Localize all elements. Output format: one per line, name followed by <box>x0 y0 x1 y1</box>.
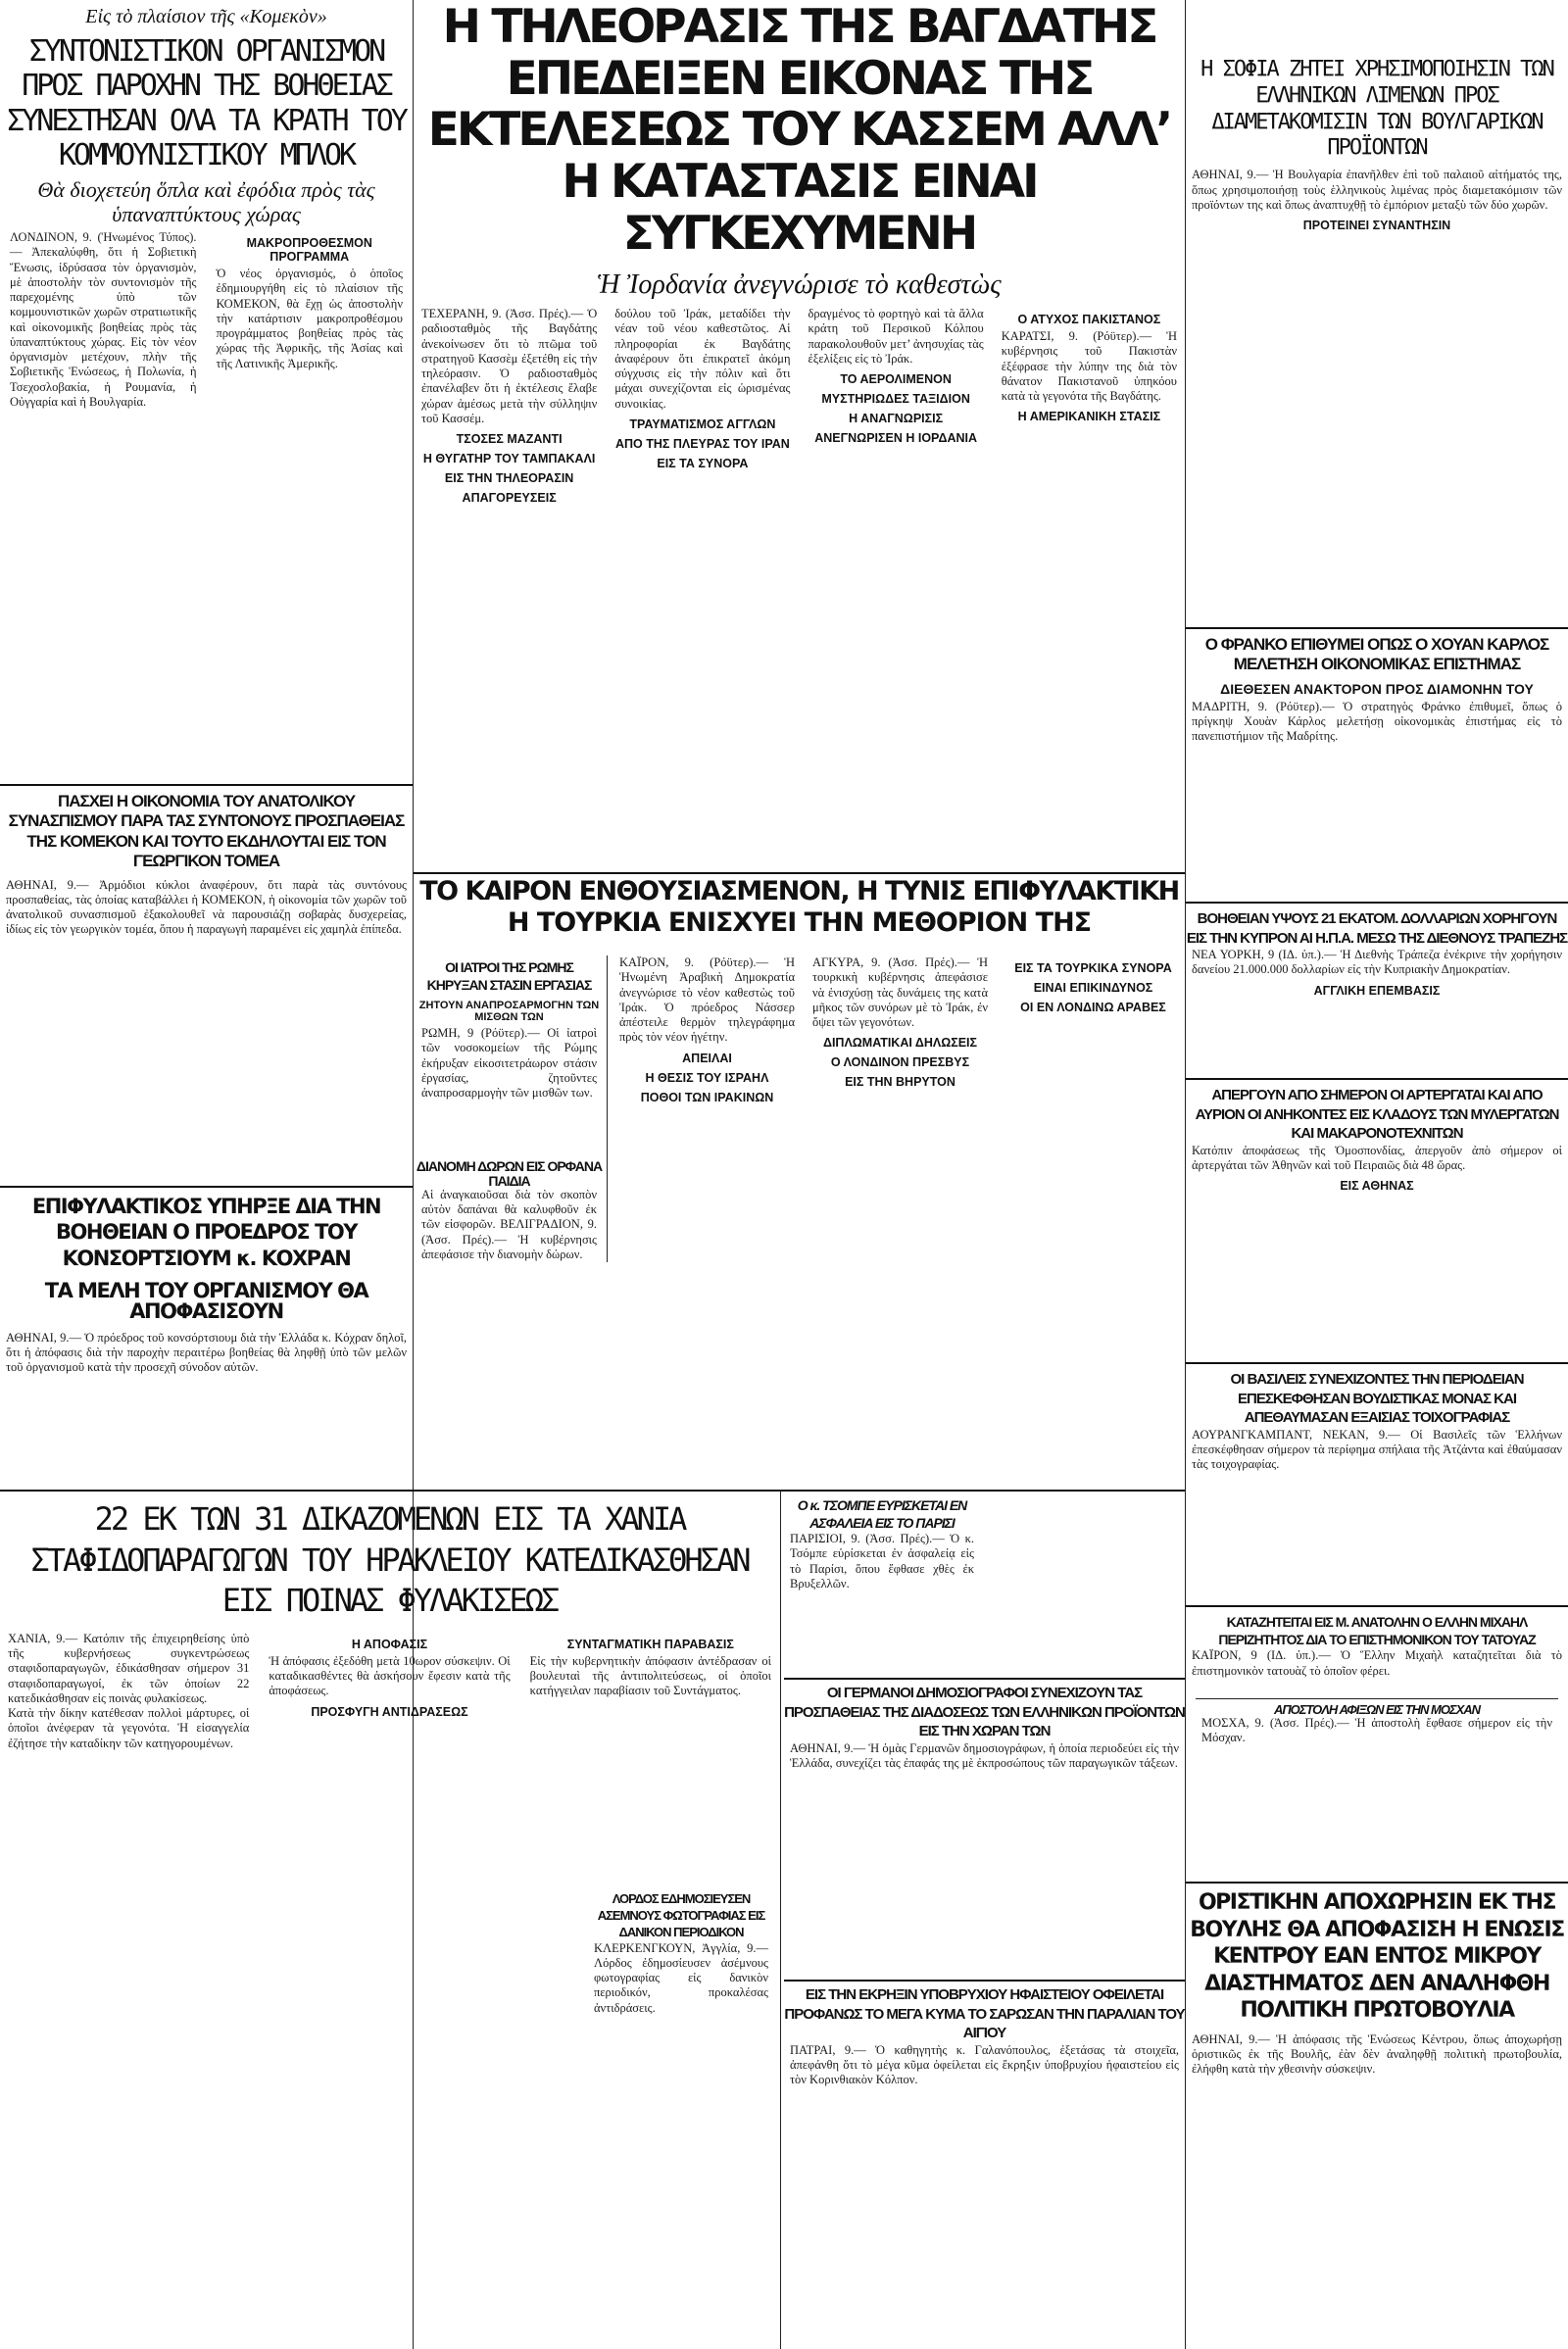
article-body: ΚΛΕΡΚΕΝΓΚΟΥΝ, Ἀγγλία, 9.— Λόρδος ἐδημοσίευσεν ἀσέμνους φωτογραφίας εἰς δανικὸν περιοδικόν, προκαλέσας ἀντιδράσεις. <box>594 1940 768 2015</box>
headline-eastern-economy: ΠΑΣΧΕΙ Η ΟΙΚΟΝΟΜΙΑ ΤΟΥ ΑΝΑΤΟΛΙΚΟΥ ΣΥΝΑΣΠΙΣΜΟΥ ΠΑΡΑ ΤΑΣ ΣΥΝΤΟΝΟΥΣ ΠΡΟΣΠΑΘΕΙΑΣ ΤΗΣ ΚΟΜΕΚΟΝ ΚΑΙ ΤΟΥΤΟ ΕΚΔΗΛΟΥΤΑΙ ΕΙΣ ΤΟΝ ΓΕΩΡΓΙΚΟΝ ΤΟΜΕΑ <box>8 792 405 871</box>
headline-cochran: ΕΠΙΦΥΛΑΚΤΙΚΟΣ ΥΠΗΡΞΕ ΔΙΑ ΤΗΝ ΒΟΗΘΕΙΑΝ Ο ΠΡΟΕΔΡΟΣ ΤΟΥ ΚΟΝΣΟΡΤΣΙΟΥΜ κ. ΚΟΧΡΑΝ <box>31 1195 381 1270</box>
article-body: Εἰς τὴν κυβερνητικὴν ἀπόφασιν ἀντέδρασαν οἱ βουλευταὶ τῆς ἀντιπολιτεύσεως, οἱ ὁποῖοι κατήγγειλαν παραβίασιν τοῦ Συντάγματος. <box>529 1653 771 1698</box>
headline-franco: Ο ΦΡΑΝΚΟ ΕΠΙΘΥΜΕΙ ΟΠΩΣ Ο ΧΟΥΑΝ ΚΑΡΛΟΣ ΜΕΛΕΤΗΣΗ ΟΙΚΟΝΟΜΙΚΑΣ ΕΠΙΣΤΗΜΑΣ <box>1204 635 1549 674</box>
article-body: ΧΑΝΙΑ, 9.— Κατόπιν τῆς ἐπιχειρηθείσης ὑπὸ τῆς κυβερνήσεως συγκεντρώσεως σταφιδοπαραγωγῶν, ἐδικάσθησαν σήμερον 31 σταφιδοπαραγωγοί, ἐκ τῶν ὁποίων 22 κατεδικάσθησαν εἰς ποινὰς φυλακίσεως. <box>8 1631 250 1705</box>
article-body: δραγμένος τὸ φορτηγὸ καὶ τὰ ἄλλα κράτη τοῦ Περσικοῦ Κόλπου παρακολουθοῦν μετ’ ἀνησυχίας τὰς ἐξελίξεις εἰς τὸ Ἰράκ. <box>808 307 984 366</box>
article-body: ΑΓΚΥΡΑ, 9. (Ἀσσ. Πρές).— Ἡ τουρκικὴ κυβέρνησις ἀπεφάσισε νὰ ἐνισχύσῃ τὰς δυνάμεις της κατὰ μῆκος τῶν συνόρων μὲ τὸ Ἰράκ, ἐν ὄψει τῶν γεγονότων. <box>812 955 988 1029</box>
box-headline-gifts: ΔΙΑΝΟΜΗ ΔΩΡΩΝ ΕΙΣ ΟΡΦΑΝΑ ΠΑΙΔΙΑ <box>416 1158 603 1189</box>
section-heading: Η ΑΝΑΓΝΩΡΙΣΙΣ <box>849 412 944 426</box>
headline-volcano-wave: ΕΙΣ ΤΗΝ ΕΚΡΗΞΙΝ ΥΠΟΒΡΥΧΙΟΥ ΗΦΑΙΣΤΕΙΟΥ ΟΦΕΙΛΕΤΑΙ ΠΡΟΦΑΝΩΣ ΤΟ ΜΕΓΑ ΚΥΜΑ ΤΟ ΣΑΡΩΣΑΝ ΤΗΝ ΠΑΡΑΛΙΑΝ ΤΟΥ ΑΙΓΙΟΥ <box>784 1986 1185 2041</box>
article-body: ΠΑΡΙΣΙΟΙ, 9. (Ἀσσ. Πρές).— Ὁ κ. Τσόμπε εὑρίσκεται ἐν ἀσφαλείᾳ εἰς τὸ Παρίσι, ὅπου ἔφθασε χθὲς ἐκ Βρυξελλῶν. <box>790 1532 974 1590</box>
subheadline-palace: ΔΙΕΘΕΣΕΝ ΑΝΑΚΤΟΡΟΝ ΠΡΟΣ ΔΙΑΜΟΝΗΝ ΤΟΥ <box>1220 680 1534 697</box>
section-heading: Η ΑΜΕΡΙΚΑΝΙΚΗ ΣΤΑΣΙΣ <box>1017 410 1161 424</box>
box-subheadline: ΖΗΤΟΥΝ ΑΝΑΠΡΟΣΑΡΜΟΓΗΝ ΤΩΝ ΜΙΣΘΩΝ ΤΩΝ <box>418 1000 600 1023</box>
article-body: ΑΘΗΝΑΙ, 9.— Ἡ Βουλγαρία ἐπανῆλθεν ἐπὶ τοῦ παλαιοῦ αἰτήματός της, ὅπως χρησιμοποιήσῃ τοὺς ἑλληνικοὺς λιμένας πρὸς διαμετακόμισιν τῶν προϊόντων της καὶ ὅπως ἀναπτυχθῇ τὸ ἐμπόριον μεταξὺ τῶν δύο χωρῶν. <box>1192 168 1562 212</box>
section-heading: ΑΓΓΛΙΚΗ ΕΠΕΜΒΑΣΙΣ <box>1313 983 1441 998</box>
article-body: ΛΟΝΔΙΝΟΝ, 9. (Ἡνωμένος Τύπος).— Ἀπεκαλύφθη, ὅτι ἡ Σοβιετικὴ Ἕνωσις, ἰδρύσασα τὸν ὀργανισμὸν, μὲ ἀποστολὴν τὸν συντονισμὸν τῆς παρεχομένης ὑπὸ τῶν κομμουνιστικῶν χωρῶν στρατιωτικῆς καὶ οἰκονομικῆς βοηθείας πρὸς τὰς ὑπαναπτύκτους χώρας. Εἰς τὸν νέον ὀργανισμὸν μετέχουν, πλὴν τῆς Σοβιετικῆς Ἑνώσεως, ἡ Πολωνία, ἡ Τσεχοσλοβακία, ἡ Ρουμανία, ἡ Οὐγγαρία καὶ ἡ Βουλγαρία. <box>10 230 197 409</box>
section-heading: ΤΡΑΥΜΑΤΙΣΜΟΣ ΑΓΓΛΩΝ <box>629 416 776 431</box>
section-heading: ΕΙΣ ΤΗΝ ΤΗΛΕΟΡΑΣΙΝ <box>444 471 574 486</box>
article-body: Ὁ νέος ὀργανισμός, ὁ ὁποῖος ἐδημιουργήθη εἰς τὸ πλαίσιον τῆς ΚΟΜΕΚΟΝ, θὰ ἔχῃ ὡς ἀποστολὴν τὴν κατάρτισιν μακροπροθέσμου προγράμματος βοηθείας πρὸς τὰς χώρας τῆς Ἀφρικῆς, τῆς Ἀσίας καὶ τῆς Λατινικῆς Ἀμερικῆς. <box>216 267 403 370</box>
kicker: Εἰς τὸ πλαίσιον τῆς «Κομεκὸν» <box>85 6 327 27</box>
article-body: δούλου τοῦ Ἰράκ, μεταδίδει τὴν νέαν τοῦ νέου καθεστῶτος. Αἱ πληροφορίαι ἐκ Βαγδάτης ἀναφέρουν ὅτι ἐπικρατεῖ ἀκόμη σύγχυσις εἰς τὴν πόλιν καὶ ὅτι μάχαι συνεχίζονται εἰς ὡρισμένας συνοικίας. <box>614 307 791 411</box>
section-heading: ΠΡΟΣΦΥΓΗ ΑΝΤΙΔΡΑΣΕΩΣ <box>311 1704 468 1719</box>
headline-royals-tour: ΟΙ ΒΑΣΙΛΕΙΣ ΣΥΝΕΧΙΖΟΝΤΕΣ ΤΗΝ ΠΕΡΙΟΔΕΙΑΝ ΕΠΕΣΚΕΦΘΗΣΑΝ ΒΟΥΔΙΣΤΙΚΑΣ ΜΟΝΑΣ ΚΑΙ ΑΠΕΘΑΥΜΑΣΑΝ ΕΞΑΙΣΙΑΣ ΤΟΙΧΟΓΡΑΦΙΑΣ <box>1230 1371 1524 1426</box>
box-headline-moscow: ΑΠΟΣΤΟΛΗ ΑΦΙΞΩΝ ΕΙΣ ΤΗΝ ΜΟΣΧΑΝ <box>1273 1701 1481 1717</box>
section-heading: ΕΙΣ ΤΑ ΤΟΥΡΚΙΚΑ ΣΥΝΟΡΑ <box>1014 961 1172 975</box>
section-heading: ΔΙΠΛΩΜΑΤΙΚΑΙ ΔΗΛΩΣΕΙΣ <box>822 1036 978 1051</box>
article-body: ΑΘΗΝΑΙ, 9.— Ἡ ἀπόφασις τῆς Ἑνώσεως Κέντρου, ὅπως ἀποχωρήσῃ ὁριστικῶς ἐκ τῆς Βουλῆς, ἐὰν δὲν ἀναληφθῇ πολιτικὴ πρωτοβουλία, ἐλήφθη κατὰ τὴν χθεσινὴν σύσκεψιν. <box>1192 2031 1562 2076</box>
box-headline-rome-doctors: ΟΙ ΙΑΤΡΟΙ ΤΗΣ ΡΩΜΗΣ ΚΗΡΥΞΑΝ ΣΤΑΣΙΝ ΕΡΓΑΣΙΑΣ <box>426 959 592 993</box>
article-body: Ἡ ἀπόφασις ἐξεδόθη μετὰ 10ωρον σύσκεψιν. Οἱ καταδικασθέντες θὰ ἀσκήσουν ἔφεσιν κατὰ τῆς ἀποφάσεως. <box>269 1653 511 1698</box>
headline-tattoo: ΚΑΤΑΖΗΤΕΙΤΑΙ ΕΙΣ Μ. ΑΝΑΤΟΛΗΝ Ο ΕΛΛΗΝ ΜΙΧΑΗΛ ΠΕΡΙΖΗΤΗΤΟΣ ΔΙΑ ΤΟ ΕΠΙΣΤΗΜΟΝΙΚΟΝ ΤΟΥ ΤΑΤΟΥΑΖ <box>1218 1614 1536 1648</box>
section-heading: Ο ΑΤΥΧΟΣ ΠΑΚΙΣΤΑΝΟΣ <box>1017 313 1161 327</box>
section-heading: Η ΘΕΣΙΣ ΤΟΥ ΙΣΡΑΗΛ <box>645 1070 769 1085</box>
right-column <box>1186 0 1568 2349</box>
section-heading: ΣΥΝΤΑΓΜΑΤΙΚΗ ΠΑΡΑΒΑΣΙΣ <box>566 1637 734 1651</box>
box-headline-tshombe: Ο κ. ΤΣΟΜΠΕ ΕΥΡΙΣΚΕΤΑΙ ΕΝ ΑΣΦΑΛΕΙΑ ΕΙΣ ΤΟ ΠΑΡΙΣΙ <box>797 1497 967 1531</box>
section-heading: ΑΠΕΙΛΑΙ <box>682 1051 732 1065</box>
headline-chania-trial: 22 ΕΚ ΤΩΝ 31 ΔΙΚΑΖΟΜΕΝΩΝ ΕΙΣ ΤΑ ΧΑΝΙΑ ΣΤΑΦΙΔΟΠΑΡΑΓΩΓΩΝ ΤΟΥ ΗΡΑΚΛΕΙΟΥ ΚΑΤΕΔΙΚΑΣΘΗΣΑΝ ΕΙΣ ΠΟΙΝΑΣ ΦΥΛΑΚΙΣΕΩΣ <box>30 1500 749 1620</box>
article-body: ΠΑΤΡΑΙ, 9.— Ὁ καθηγητὴς κ. Γαλανόπουλος, ἐξετάσας τὰ στοιχεῖα, ἀπεφάνθη ὅτι τὸ μέγα κῦμα ὀφείλεται εἰς ἔκρηξιν ὑποβρυχίου ἡφαιστείου εἰς τὸν Κορινθιακὸν Κόλπον. <box>790 2042 1179 2086</box>
box-headline-lord-photos: ΛΟΡΔΟΣ ΕΔΗΜΟΣΙΕΥΣΕΝ ΑΣΕΜΝΟΥΣ ΦΩΤΟΓΡΑΦΙΑΣ ΕΙΣ ΔΑΝΙΚΟΝ ΠΕΡΙΟΔΙΚΟΝ <box>597 1891 765 1939</box>
headline-cairo-tunis: ΤΟ ΚΑΙΡΟΝ ΕΝΘΟΥΣΙΑΣΜΕΝΟΝ, Η ΤΥΝΙΣ ΕΠΙΦΥΛΑΚΤΙΚΗ <box>419 876 1179 906</box>
headline-cyprus-aid: ΒΟΗΘΕΙΑΝ ΥΨΟΥΣ 21 ΕΚΑΤΟΜ. ΔΟΛΛΑΡΙΩΝ ΧΟΡΗΓΟΥΝ ΕΙΣ ΤΗΝ ΚΥΠΡΟΝ ΑΙ Η.Π.Α. ΜΕΣΩ ΤΗΣ ΔΙΕΘΝΟΥΣ ΤΡΑΠΕΖΗΣ <box>1186 910 1568 947</box>
headline-german-journalists: ΟΙ ΓΕΡΜΑΝΟΙ ΔΗΜΟΣΙΟΓΡΑΦΟΙ ΣΥΝΕΧΙΖΟΥΝ ΤΑΣ ΠΡΟΣΠΑΘΕΙΑΣ ΤΗΣ ΔΙΑΔΟΣΕΩΣ ΤΩΝ ΕΛΛΗΝΙΚΩΝ ΠΡΟΪΟΝΤΩΝ ΕΙΣ ΤΗΝ ΧΩΡΑΝ ΤΩΝ <box>784 1685 1185 1739</box>
article-body: Κατόπιν ἀποφάσεως τῆς Ὁμοσπονδίας, ἀπεργοῦν ἀπὸ σήμερον οἱ ἀρτεργάται τῶν Ἀθηνῶν καὶ τοῦ Πειραιῶς διὰ 48 ὥρας. <box>1192 1143 1562 1172</box>
article-body: Αἱ ἀναγκαιοῦσαι διὰ τὸν σκοπὸν αὐτὸν δαπάναι θὰ καλυφθοῦν ἐκ τῶν εἰσφορῶν. ΒΕΛΙΓΡΑΔΙΟΝ, 9. (Ἀσσ. Πρές).— Ἡ κυβέρνησις ἀπεφάσισε τὴν διανομὴν δώρων. <box>421 1187 597 1261</box>
section-heading: ΕΙΣ ΤΑ ΣΥΝΟΡΑ <box>657 456 749 470</box>
article-body: ΝΕΑ ΥΟΡΚΗ, 9 (ΙΔ. ὑπ.).— Ἡ Διεθνὴς Τράπεζα ἐνέκρινε τὴν χορήγησιν δανείου 21.000.000 δολλαρίων εἰς τὴν Κυπριακὴν Δημοκρατίαν. <box>1192 948 1562 977</box>
section-heading: ΕΙΣ ΤΗΝ ΒΗΡΥΤΟΝ <box>845 1075 956 1090</box>
left-column <box>0 0 413 2349</box>
subheadline-jordan: Ἡ Ἰορδανία ἀνεγνώρισε τὸ καθεστὼς <box>597 269 1002 301</box>
headline-members-decide: ΤΑ ΜΕΛΗ ΤΟΥ ΟΡΓΑΝΙΣΜΟΥ ΘΑ ΑΠΟΦΑΣΙΣΟΥΝ <box>44 1278 368 1324</box>
article-body: ΜΑΔΡΙΤΗ, 9. (Ρόϋτερ).— Ὁ στρατηγὸς Φράνκο ἐπιθυμεῖ, ὅπως ὁ πρίγκηψ Χουὰν Κάρλος μελετήσῃ οἰκονομικὰς ἐπιστήμας εἰς τὸ πανεπιστήμιον τῆς Μαδρίτης. <box>1192 699 1562 744</box>
section-heading: ΤΟ ΑΕΡΟΛΙΜΕΝΟΝ <box>840 372 952 387</box>
section-heading: ΜΥΣΤΗΡΙΩΔΕΣ ΤΑΞΙΔΙΟΝ <box>821 392 970 407</box>
bottom-center-articles <box>784 1497 1181 1591</box>
headline-turkey-border: Η ΤΟΥΡΚΙΑ ΕΝΙΣΧΥΕΙ ΤΗΝ ΜΕΘΟΡΙΟΝ ΤΗΣ <box>507 906 1092 938</box>
section-heading: ΑΝΕΓΝΩΡΙΣΕΝ Η ΙΟΡΔΑΝΙΑ <box>814 431 977 446</box>
section-heading: ΟΙ ΕΝ ΛΟΝΔΙΝΩ ΑΡΑΒΕΣ <box>1020 1001 1166 1014</box>
column-rule <box>780 1490 781 2349</box>
headline-center-union: ΟΡΙΣΤΙΚΗΝ ΑΠΟΧΩΡΗΣΙΝ ΕΚ ΤΗΣ ΒΟΥΛΗΣ ΘΑ ΑΠΟΦΑΣΙΣΗ Η ΕΝΩΣΙΣ ΚΕΝΤΡΟΥ ΕΑΝ ΕΝΤΟΣ ΜΙΚΡΟΥ ΔΙΑΣΤΗΜΑΤΟΣ ΔΕΝ ΑΝΑΛΗΦΘΗ ΠΟΛΙΤΙΚΗ ΠΡΩΤΟΒΟΥΛΙΑ <box>1190 1890 1564 2023</box>
article-body: ΜΟΣΧΑ, 9. (Ἀσσ. Πρές).— Ἡ ἀποστολὴ ἔφθασε σήμερον εἰς τὴν Μόσχαν. <box>1201 1716 1552 1745</box>
article-body: ΤΕΧΕΡΑΝΗ, 9. (Ἀσσ. Πρές).— Ὁ ραδιοσταθμὸς τῆς Βαγδάτης ἀνεκοίνωσεν ὅτι τὸ πτῶμα τοῦ στρατηγοῦ Κασσὲμ ἐξετέθη εἰς τὴν τηλεόρασιν. Ὁ ραδιοσταθμὸς ἐπανέλαβεν ὅτι ἡ ἐκτέλεσις ἔλαβε χώραν ἀμέσως μετὰ τὴν σύλληψιν τοῦ Κασσέμ. <box>421 307 598 425</box>
section-heading: ΕΙΣ ΑΘΗΝΑΣ <box>1340 1179 1414 1193</box>
article-body: ΑΟΥΡΑΝΓΚΑΜΠΑΝΤ, ΝΕΚΑΝ, 9.— Οἱ Βασιλεῖς τῶν Ἑλλήνων ἐπεσκέφθησαν σήμερον τὰ περίφημα σπήλαια τῆς Ἀτζάντα καὶ ἐθαύμασαν τὰς τοιχογραφίας. <box>1192 1427 1562 1471</box>
section-heading: ΕΙΝΑΙ ΕΠΙΚΙΝΔΥΝΟΣ <box>1033 981 1153 995</box>
article-body: ΚΑΪΡΟΝ, 9 (ΙΔ. ὑπ.).— Ὁ Ἕλλην Μιχαὴλ καταζητεῖται διὰ τὸ ἐπιστημονικὸν τατουὰζ τὸ ὁποῖον φέρει. <box>1192 1648 1562 1678</box>
headline-bakers-strike: ΑΠΕΡΓΟΥΝ ΑΠΟ ΣΗΜΕΡΟΝ ΟΙ ΑΡΤΕΡΓΑΤΑΙ ΚΑΙ ΑΠΟ ΑΥΡΙΟΝ ΟΙ ΑΝΗΚΟΝΤΕΣ ΕΙΣ ΚΛΑΔΟΥΣ ΤΩΝ ΜΥΛΕΡΓΑΤΩΝ ΚΑΙ ΜΑΚΑΡΟΝΟΤΕΧΝΙΤΩΝ <box>1195 1087 1559 1142</box>
section-heading: ΑΠΟ ΤΗΣ ΠΛΕΥΡΑΣ ΤΟΥ ΙΡΑΝ <box>614 436 790 451</box>
article-body: ΚΑΡΑΤΣΙ, 9. (Ρόϋτερ).— Ἡ κυβέρνησις τοῦ Πακιστὰν ἐξέφρασε τὴν λύπην της διὰ τὸν θάνατον Πακιστανοῦ ὑπηκόου κατὰ τὰ γεγονότα τῆς Βαγδάτης. <box>1001 329 1177 404</box>
subheadline-comecon: Θὰ διοχετεύη ὅπλα καὶ ἐφόδια πρὸς τὰς ὑπαναπτύκτους χώρας <box>37 176 375 226</box>
section-heading: ΑΠΑΓΟΡΕΥΣΕΙΣ <box>462 491 557 506</box>
headline-sofia-ports: Η ΣΟΦΙΑ ΖΗΤΕΙ ΧΡΗΣΙΜΟΠΟΙΗΣΙΝ ΤΩΝ ΕΛΛΗΝΙΚΩΝ ΛΙΜΕΝΩΝ ΠΡΟΣ ΔΙΑΜΕΤΑΚΟΜΙΣΙΝ ΤΩΝ ΒΟΥΛΓΑΡΙΚΩΝ ΠΡΟΪΟΝΤΩΝ <box>1200 57 1553 161</box>
article-body: ΑΘΗΝΑΙ, 9.— Ὁ πρόεδρος τοῦ κονσόρτσιουμ διὰ τὴν Ἑλλάδα κ. Κόχραν δηλοῖ, ὅτι ἡ ἀπόφασις διὰ τὴν παροχὴν περαιτέρω βοηθείας θὰ ληφθῇ ὑπὸ τῶν μελῶν τοῦ ὀργανισμοῦ κατὰ τὴν προσεχῆ σύνοδον αὐτῶν. <box>6 1330 407 1375</box>
section-heading: ΠΟΘΟΙ ΤΩΝ ΙΡΑΚΙΝΩΝ <box>640 1090 774 1104</box>
headline-baghdad-tv: Η ΤΗΛΕΟΡΑΣΙΣ ΤΗΣ ΒΑΓΔΑΤΗΣ ΕΠΕΔΕΙΞΕΝ ΕΙΚΟΝΑΣ ΤΗΣ ΕΚΤΕΛΕΣΕΩΣ ΤΟΥ ΚΑΣΣΕΜ ΑΛΛ’ Η ΚΑΤΑΣΤΑΣΙΣ ΕΙΝΑΙ ΣΥΓΚΕΧΥΜΕΝΗ <box>427 0 1171 261</box>
article-body: Κατὰ τὴν δίκην κατέθεσαν πολλοὶ μάρτυρες, οἱ ὁποῖοι ἀνέφεραν τὰ γεγονότα. Ἡ εἰσαγγελία ἐζήτησε τὴν καταδίκην τῶν κατηγορουμένων. <box>8 1706 250 1750</box>
section-heading: ΠΡΟΤΕΙΝΕΙ ΣΥΝΑΝΤΗΣΙΝ <box>1302 219 1451 233</box>
section-heading: ΤΣΟΣΕΣ ΜΑΖΑΝΤΙ <box>456 432 563 447</box>
article-body: ΑΘΗΝΑΙ, 9.— Ἀρμόδιοι κύκλοι ἀναφέρουν, ὅτι παρὰ τὰς συντόνους προσπαθείας, τὰς ὁποίας καταβάλλει ἡ ΚΟΜΕΚΟΝ, ἡ οἰκονομία τῶν χωρῶν τοῦ ἀνατολικοῦ συνασπισμοῦ ἐξακολουθεῖ νὰ παρουσιάζῃ σοβαρὰς δυσχερείας, ἰδίως εἰς τὸν γεωργικὸν τομέα, ὅπου ἡ παραγωγὴ παραμένει εἰς χαμηλὰ ἐπίπεδα. <box>6 877 407 937</box>
chania-article <box>0 1499 779 1751</box>
section-heading: Ο ΛΟΝΔΙΝΟΝ ΠΡΕΣΒΥΣ <box>830 1055 970 1070</box>
section-heading: Η ΘΥΓΑΤΗΡ ΤΟΥ ΤΑΜΠΑΚΑΛΙ <box>422 452 596 466</box>
section-heading: Η ΑΠΟΦΑΣΙΣ <box>351 1637 428 1651</box>
section-heading: ΜΑΚΡΟΠΡΟΘΕΣΜΟΝ ΠΡΟΓΡΑΜΜΑ <box>246 236 372 265</box>
article-body: ΑΘΗΝΑΙ, 9.— Ἡ ὁμὰς Γερμανῶν δημοσιογράφων, ἡ ὁποία περιοδεύει εἰς τὴν Ἑλλάδα, συνεχίζει τὰς ἐπαφάς της μὲ ἐκπροσώπους τῶν παραγωγικῶν τάξεων. <box>790 1740 1179 1770</box>
article-body: ΚΑΪΡΟΝ, 9. (Ρόϋτερ).— Ἡ Ἡνωμένη Ἀραβικὴ Δημοκρατία ἀνεγνώρισε τὸ νέον καθεστὼς τοῦ Ἰράκ. Ὁ πρόεδρος Νάσσερ ἀπέστειλε θερμὸν τηλεγράφημα πρὸς τὸν νέον ἡγέτην. <box>619 955 795 1045</box>
headline-comecon: ΣΥΝΤΟΝΙΣΤΙΚΟΝ ΟΡΓΑΝΙΣΜΟΝ ΠΡΟΣ ΠΑΡΟΧΗΝ ΤΗΣ ΒΟΗΘΕΙΑΣ ΣΥΝΕΣΤΗΣΑΝ ΟΛΑ ΤΑ ΚΡΑΤΗ ΤΟΥ ΚΟΜΜΟΥΝΙΣΤΙΚΟΥ ΜΠΛΟΚ <box>7 34 406 173</box>
article-body: ΡΩΜΗ, 9 (Ρόϋτερ).— Οἱ ἰατροὶ τῶν νοσοκομείων τῆς Ρώμης ἐκήρυξαν εἰκοσιτετράωρον στάσιν ἐργασίας, ζητοῦντες ἀναπροσαρμογὴν τῶν μισθῶν των. <box>421 1026 597 1100</box>
